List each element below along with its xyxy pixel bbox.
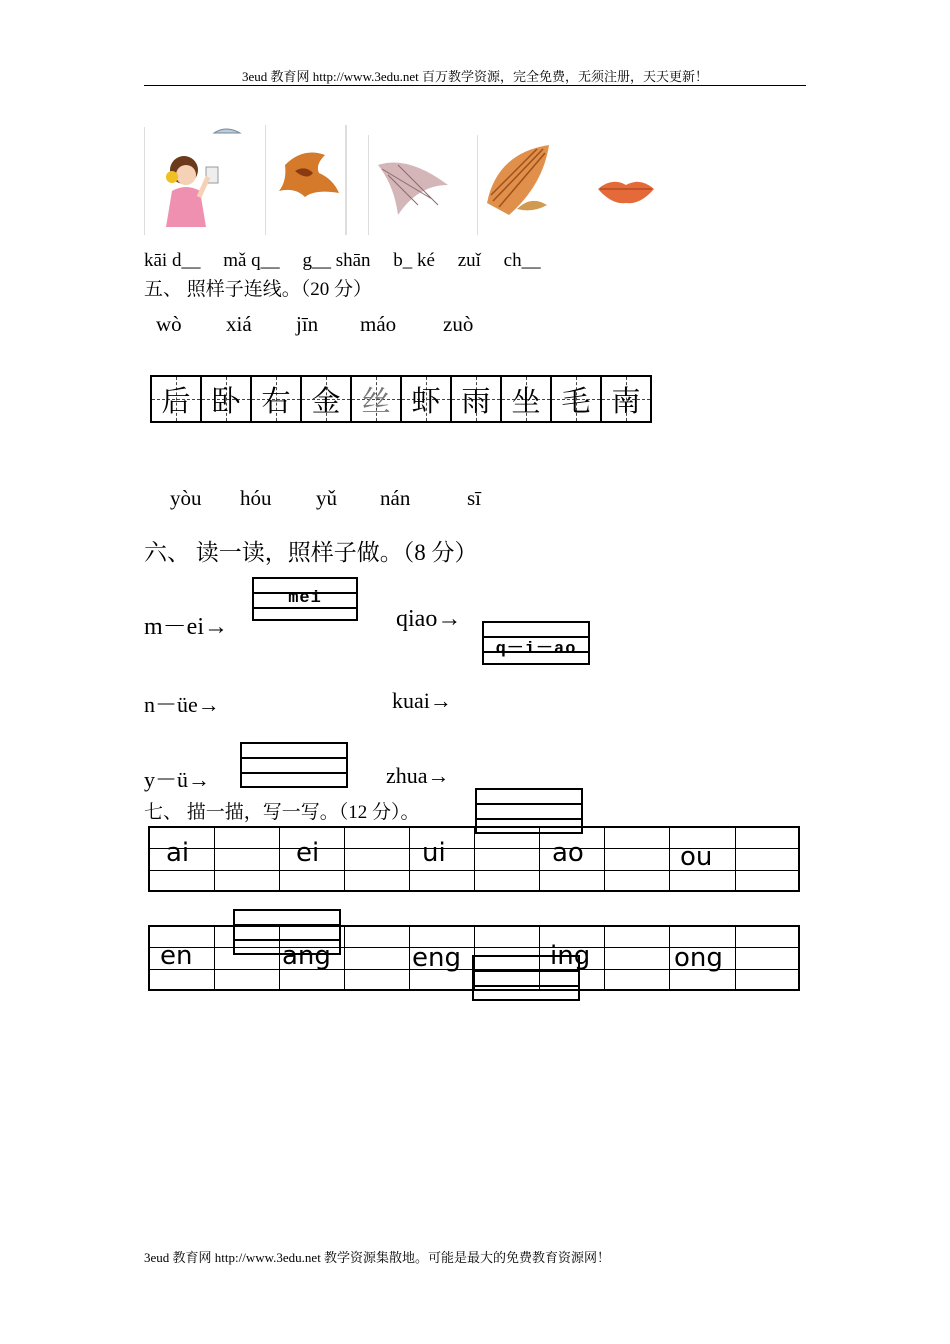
pinyin-fill-item: b_ ké xyxy=(393,250,435,271)
bottom-pinyin-item: yòu xyxy=(170,486,202,510)
spell-label: m－ei→ xyxy=(144,614,228,640)
trace-letters: ang xyxy=(282,941,331,971)
char-text: 金 xyxy=(311,383,341,418)
char-cell[interactable] xyxy=(152,377,202,421)
trace-letters: en xyxy=(160,941,193,971)
bird-picture xyxy=(265,125,347,235)
char-cell[interactable] xyxy=(302,377,352,421)
spell-label: n－üe→ xyxy=(144,692,220,717)
top-pinyin-item: jīn xyxy=(296,312,319,336)
spell-answer-text: mei xyxy=(288,589,322,608)
trace-letters: ou xyxy=(680,842,713,872)
pinyin-fill-row xyxy=(144,250,559,272)
char-text: 南 xyxy=(611,383,641,418)
char-cell[interactable] xyxy=(502,377,552,421)
bottom-pinyin-item: sī xyxy=(467,486,482,510)
bottom-pinyin-item: hóu xyxy=(240,486,272,510)
char-cell[interactable] xyxy=(252,377,302,421)
shell-picture xyxy=(477,125,567,235)
char-text: 虾 xyxy=(411,383,441,418)
pinyin-fill-item: g__ shān xyxy=(302,250,371,271)
char-text: 雨 xyxy=(461,383,491,418)
pinyin-fill-item: mǎ q__ xyxy=(223,250,280,271)
spell-answer-box[interactable] xyxy=(482,621,590,665)
char-text: 右 xyxy=(261,383,291,418)
character-grid xyxy=(150,375,652,423)
char-cell[interactable] xyxy=(552,377,602,421)
char-text: 毛 xyxy=(561,383,591,418)
pinyin-fill-item: ch__ xyxy=(503,250,541,271)
tracing-grid-1[interactable] xyxy=(148,826,800,892)
top-pinyin-item: wò xyxy=(156,312,182,336)
lips-picture xyxy=(592,125,662,235)
tracing-grid-2[interactable] xyxy=(148,925,800,991)
pinyin-fill-item: kāi d__ xyxy=(144,250,201,271)
girl-switch-picture xyxy=(144,125,244,235)
top-pinyin-item: xiá xyxy=(226,312,252,336)
page-footer: 3eud 教育网 http://www.3edu.net 教学资源集散地。可能是最大的免费教育资源网！ xyxy=(144,1250,611,1265)
trace-letters: ui xyxy=(422,838,446,868)
char-text: 坐 xyxy=(511,383,541,418)
trace-letters: ing xyxy=(550,941,591,971)
spell-label: qiao→ xyxy=(396,606,462,632)
char-text: 卧 xyxy=(211,383,241,418)
page-header: 3eud 教育网 http://www.3edu.net 百万教学资源，完全免费，无须注册，天天更新！ xyxy=(241,69,709,84)
pinyin-fill-item: zuǐ xyxy=(457,250,481,271)
header-rule xyxy=(144,85,806,86)
trace-letters: ei xyxy=(296,838,320,868)
bottom-pinyin-item: yǔ xyxy=(316,486,337,510)
char-cell[interactable] xyxy=(602,377,650,421)
top-pinyin-item: máo xyxy=(360,312,397,336)
section7-title: 七、 描一描，写一写。（12 分）。 xyxy=(144,802,420,823)
trace-letters: ao xyxy=(552,838,584,868)
section5-title: 五、 照样子连线。（20 分） xyxy=(144,279,373,300)
trace-letters: eng xyxy=(412,943,461,973)
char-cell[interactable] xyxy=(452,377,502,421)
bottom-pinyin-item: nán xyxy=(380,486,411,510)
feather-picture xyxy=(368,125,456,235)
trace-letters: ai xyxy=(166,838,190,868)
char-cell[interactable] xyxy=(352,377,402,421)
top-pinyin-item: zuò xyxy=(443,312,474,336)
spell-answer-text: q－i－ao xyxy=(495,640,577,659)
spell-label: zhua→ xyxy=(386,763,450,788)
section6-title: 六、 读一读，照样子做。（8 分） xyxy=(144,540,478,565)
char-text: 后 xyxy=(161,383,191,418)
spell-label: y－ü→ xyxy=(144,767,211,792)
char-cell[interactable] xyxy=(202,377,252,421)
char-text: 丝 xyxy=(361,383,391,418)
spell-answer-box[interactable] xyxy=(252,577,358,621)
spell-answer-box[interactable] xyxy=(240,742,348,788)
char-cell[interactable] xyxy=(402,377,452,421)
spell-label: kuai→ xyxy=(392,688,452,713)
trace-letters: ong xyxy=(674,943,723,973)
